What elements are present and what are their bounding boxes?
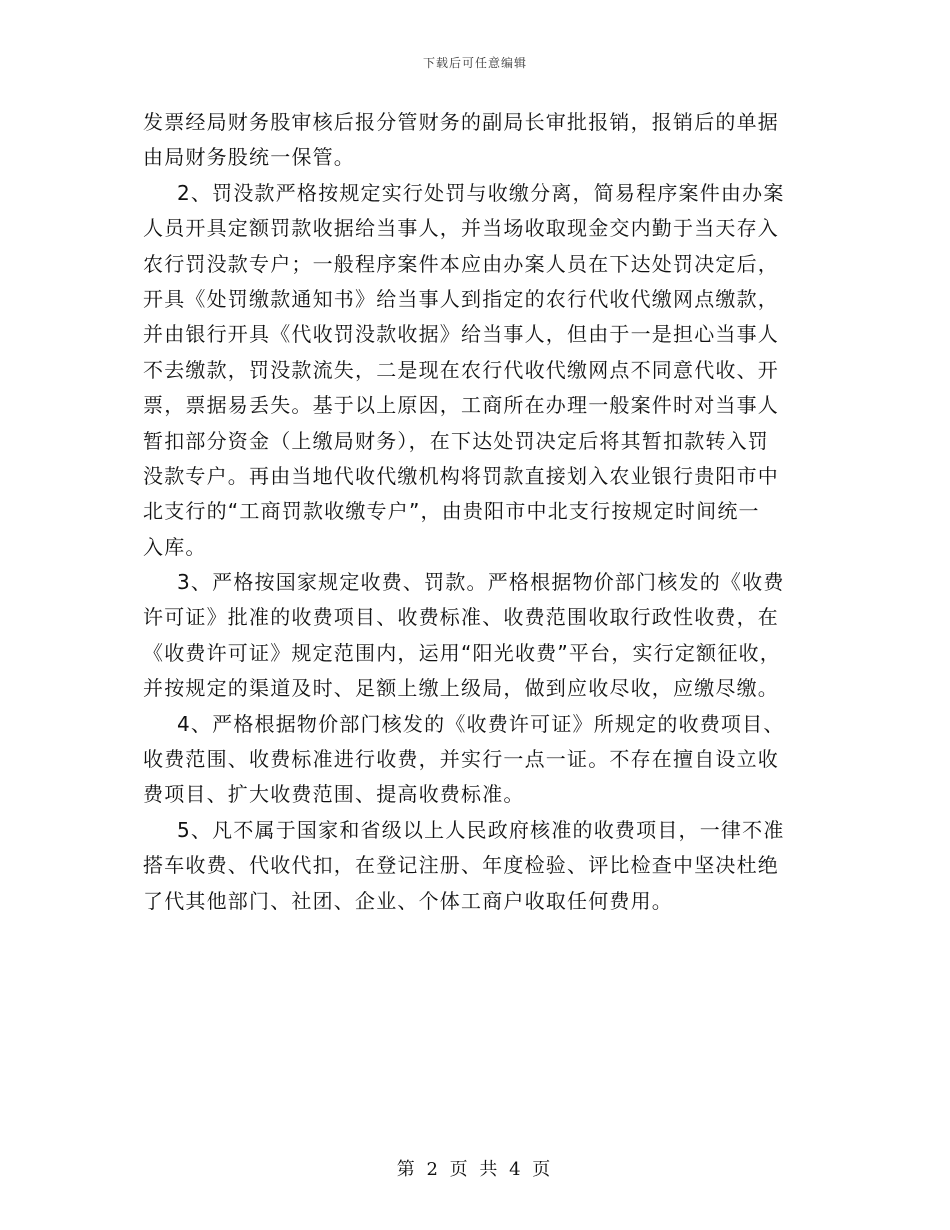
document-body	[143, 105, 809, 919]
paragraph-start-line: 2、罚没款严格按规定实行处罚与收缴分离，简易程序案件由办案	[177, 180, 785, 205]
paragraph-start-line: 5、凡不属于国家和省级以上人民政府核准的收费项目，一律不准	[177, 817, 785, 842]
body-line: 北支行的“工商罚款收缴专户”，由贵阳市中北支行按规定时间统一	[143, 499, 760, 524]
body-line: 了代其他部门、社团、企业、个体工商户收取任何费用。	[143, 888, 673, 913]
body-line: 人员开具定额罚款收据给当事人，并当场收取现金交内勤于当天存入	[143, 216, 779, 241]
body-line: 费项目、扩大收费范围、提高收费标准。	[143, 782, 525, 807]
body-line: 不去缴款，罚没款流失，二是现在农行代收代缴网点不同意代收、开	[143, 357, 779, 382]
paragraph-start-line: 4、严格根据物价部门核发的《收费许可证》所规定的收费项目、	[177, 711, 785, 736]
body-line: 暂扣部分资金（上缴局财务），在下达处罚决定后将其暂扣款转入罚	[143, 428, 769, 453]
body-line: 票，票据易丢失。基于以上原因，工商所在办理一般案件时对当事人	[143, 393, 779, 418]
body-line: 入库。	[143, 534, 207, 559]
paragraph-start-line: 3、严格按国家规定收费、罚款。严格根据物价部门核发的《收费	[177, 570, 785, 595]
body-line: 由局财务股统一保管。	[143, 145, 355, 170]
body-line: 收费范围、收费标准进行收费，并实行一点一证。不存在擅自设立收	[143, 747, 779, 772]
body-line: 搭车收费、代收代扣，在登记注册、年度检验、评比检查中坚决杜绝	[143, 853, 779, 878]
body-line: 开具《处罚缴款通知书》给当事人到指定的农行代收代缴网点缴款，	[143, 286, 779, 311]
body-line: 农行罚没款专户；一般程序案件本应由办案人员在下达处罚决定后，	[143, 251, 779, 276]
body-line: 并按规定的渠道及时、足额上缴上级局，做到应收尽收，应缴尽缴。	[143, 676, 779, 701]
body-line: 《收费许可证》规定范围内，运用“阳光收费”平台，实行定额征收，	[143, 640, 781, 665]
page-header: 下载后可任意编辑	[422, 56, 527, 70]
body-line: 发票经局财务股审核后报分管财务的副局长审批报销，报销后的单据	[143, 110, 779, 134]
body-line: 许可证》批准的收费项目、收费标准、收费范围收取行政性收费，在	[143, 605, 779, 630]
body-line: 没款专户。再由当地代收代缴机构将罚款直接划入农业银行贵阳市中	[143, 463, 779, 488]
body-line: 并由银行开具《代收罚没款收据》给当事人，但由于一是担心当事人	[143, 322, 779, 347]
page-footer: 第 2 页 共 4 页	[396, 1159, 554, 1180]
